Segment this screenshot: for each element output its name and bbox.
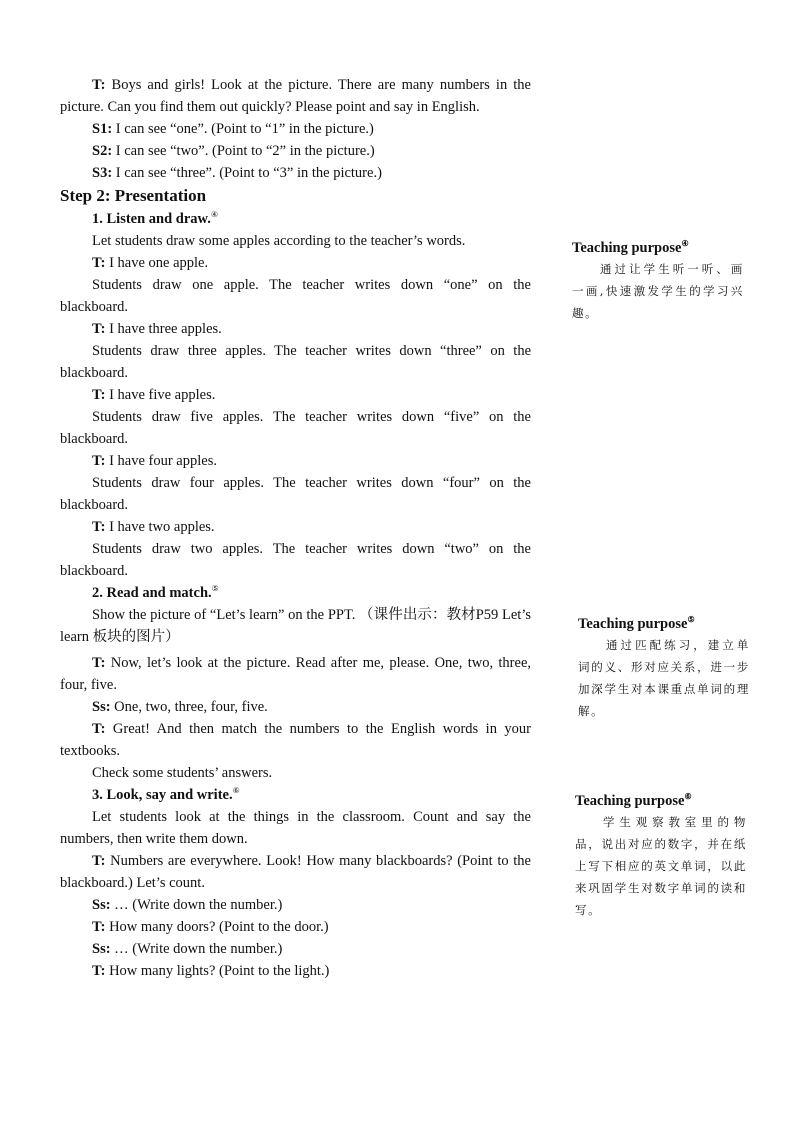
draw-two-line: Students draw two apples. The teacher writes down “two” on the blackboard. [60,541,531,579]
teacher-line: T: Numbers are everywhere. Look! How many blackboards? (Point to the blackboard.) Let’s count. [60,853,531,891]
students-line: Ss: … (Write down the number.) [92,941,283,957]
s1-line: S1: I can see “one”. (Point to “1” in the picture.) [92,121,374,137]
section1-title: 1. Listen and draw.④ [92,210,219,227]
section3-title: 3. Look, say and write.⑥ [92,786,240,803]
step2-heading: Step 2: Presentation [60,186,207,205]
section2-intro: Show the picture of “Let’s learn” on the PPT. （课件出示：教材P59 Let’s learn 板块的图片） [60,607,531,645]
teacher-line: T: I have one apple. [92,255,209,271]
students-line: Ss: One, two, three, four, five. [92,699,268,715]
draw-five-line: Students draw five apples. The teacher writes down “five” on the blackboard. [60,409,531,447]
teacher-line: T: Now, let’s look at the picture. Read after me, please. One, two, three, four, five. [60,655,532,693]
section2-title: 2. Read and match.⑤ [92,584,219,601]
draw-four-line: Students draw four apples. The teacher writes down “four” on the blackboard. [60,475,531,513]
section3-intro: Let students look at the things in the classroom. Count and say the numbers, then write them down. [60,809,531,847]
lesson-body [60,74,531,982]
draw-three-line: Students draw three apples. The teacher writes down “three” on the blackboard. [60,343,531,381]
teaching-purpose-5: Teaching purpose⑤ 通过匹配练习，建立单词的义、形对应关系，进一步加深学生对本课重点单词的理解。 [578,615,750,718]
teacher-line: T: I have three apples. [92,321,222,337]
draw-one-line: Students draw one apple. The teacher writes down “one” on the blackboard. [60,277,531,315]
teacher-line: T: I have five apples. [92,387,216,403]
teacher-line: T: I have two apples. [92,519,215,535]
teacher-line: T: I have four apples. [92,453,217,469]
teacher-line: T: How many lights? (Point to the light.) [92,963,330,979]
teaching-purpose-6: Teaching purpose⑥ 学生观察教室里的物品，说出对应的数字，并在纸上写下相应的英文单词，以此来巩固学生对数字单词的读和写。 [575,792,747,917]
check-answers-line: Check some students’ answers. [92,765,273,781]
teacher-line: T: Great! And then match the numbers to the English words in your textbooks. [60,721,532,759]
intro-teacher-line: T: Boys and girls! Look at the picture. There are many numbers in the picture. Can you find them out quickly? Please point and say in English. [60,77,531,115]
s3-line: S3: I can see “three”. (Point to “3” in the picture.) [92,165,382,181]
students-line: Ss: … (Write down the number.) [92,897,283,913]
section1-intro: Let students draw some apples according to the teacher’s words. [92,233,466,249]
teacher-line: T: How many doors? (Point to the door.) [92,919,329,935]
s2-line: S2: I can see “two”. (Point to “2” in the picture.) [92,143,375,159]
teaching-purpose-4: Teaching purpose④ 通过让学生听一听、画一画,快速激发学生的学习兴趣。 [572,239,744,320]
